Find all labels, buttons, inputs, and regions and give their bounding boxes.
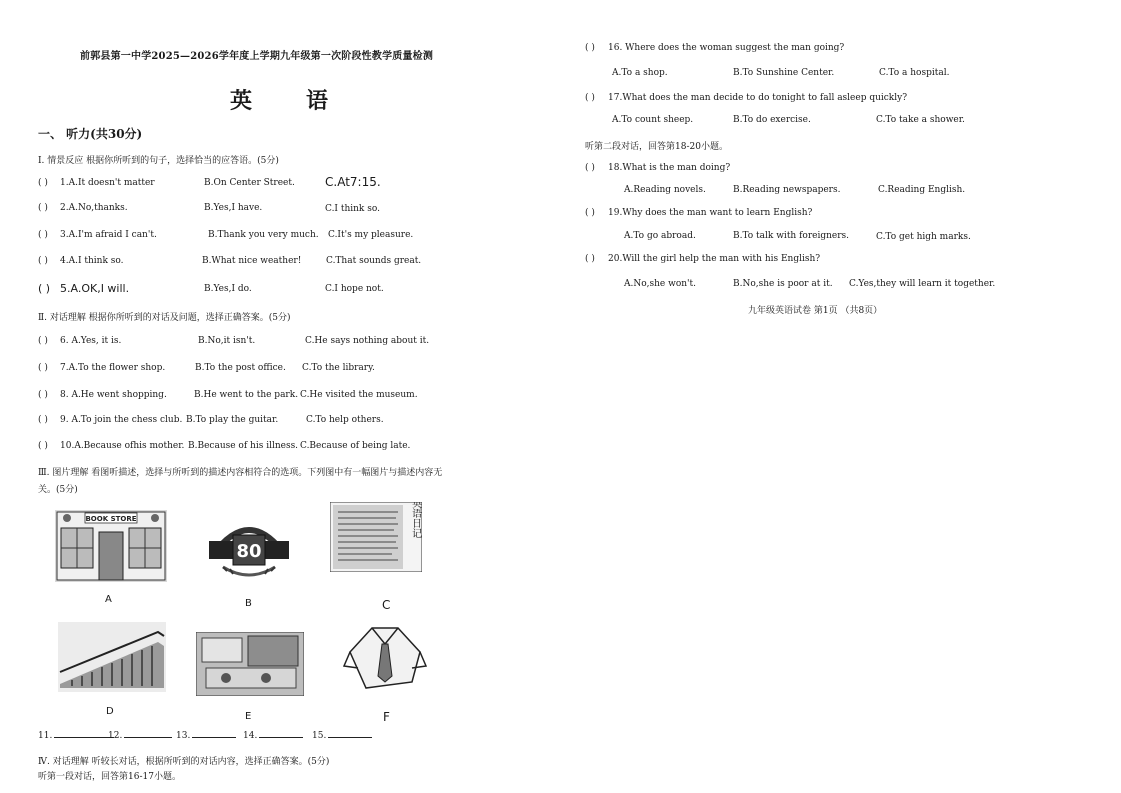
answer-paren[interactable]: ( ) xyxy=(585,93,595,103)
badge-number: 80 xyxy=(236,541,262,562)
answer-blank-13[interactable]: 13. xyxy=(176,728,236,741)
option-c: C.It's my pleasure. xyxy=(328,230,414,240)
option-b: B.To play the guitar. xyxy=(186,415,279,425)
option-b: B.Yes,I do. xyxy=(204,284,252,294)
question-stem: 16. Where does the woman suggest the man going? xyxy=(608,43,845,53)
answer-blank-14[interactable]: 14. xyxy=(243,728,303,741)
answer-blank-12[interactable]: 12. xyxy=(108,728,172,741)
option-a: 5.A.OK,I will. xyxy=(60,282,130,295)
option-a: 4.A.I think so. xyxy=(60,256,124,266)
answer-paren[interactable]: ( ) xyxy=(38,256,48,266)
option-c: C.Yes,they will learn it together. xyxy=(849,279,996,289)
picture-b-anniversary-badge xyxy=(203,515,295,581)
diary-cover-text: 英语日记 xyxy=(409,502,421,538)
answer-paren[interactable]: ( ) xyxy=(38,178,48,188)
option-a: 3.A.I'm afraid I can't. xyxy=(60,230,157,240)
option-a: A.To go abroad. xyxy=(624,231,696,241)
question-stem: 17.What does the man decide to do tonight to fall asleep quickly? xyxy=(608,93,908,103)
answer-paren[interactable]: ( ) xyxy=(38,203,48,213)
section3-title-cont: 关。(5分) xyxy=(38,485,78,495)
part1-title: 一、 听力(共30分) xyxy=(38,127,143,141)
option-c: C.To the library. xyxy=(302,363,375,373)
option-b: B.To Sunshine Center. xyxy=(733,68,835,78)
option-b: B.He went to the park. xyxy=(194,390,299,400)
option-b: B.To do exercise. xyxy=(733,115,811,125)
answer-paren[interactable]: ( ) xyxy=(38,415,48,425)
picture-label-c: C xyxy=(382,598,391,612)
option-a: 8. A.He went shopping. xyxy=(60,390,167,400)
option-a: A.To count sheep. xyxy=(612,115,694,125)
option-b: B.What nice weather! xyxy=(202,256,302,266)
picture-e-street-scene xyxy=(196,632,304,696)
option-c: C.That sounds great. xyxy=(326,256,422,266)
section4-subtitle: 听第一段对话，回答第16-17小题。 xyxy=(38,772,181,782)
option-a: 2.A.No,thanks. xyxy=(60,203,128,213)
section4-title: Ⅳ. 对话理解 听较长对话，根据所听到的对话内容，选择正确答案。(5分) xyxy=(38,757,330,767)
picture-label-a: A xyxy=(105,594,112,605)
subject-char-2: 语 xyxy=(306,88,329,114)
picture-label-d: D xyxy=(106,706,114,717)
option-a: 6. A.Yes, it is. xyxy=(60,336,122,346)
picture-label-e: E xyxy=(245,711,252,722)
dialogue2-subtitle: 听第二段对话，回答第18-20小题。 xyxy=(585,142,728,152)
picture-c-english-diary xyxy=(330,502,422,572)
option-b: B.Because of his illness. xyxy=(188,441,299,451)
question-stem: 20.Will the girl help the man with his English? xyxy=(608,254,821,264)
option-c: C.To a hospital. xyxy=(879,68,950,78)
answer-paren[interactable]: ( ) xyxy=(38,441,48,451)
option-b: B.Thank you very much. xyxy=(208,230,319,240)
option-a: A.Reading novels. xyxy=(624,185,706,195)
option-c: C.Because of being late. xyxy=(300,441,411,451)
option-a: A.No,she won't. xyxy=(624,279,696,289)
answer-blank-11[interactable]: 11. xyxy=(38,728,114,741)
option-a: 7.A.To the flower shop. xyxy=(60,363,166,373)
option-a: A.To a shop. xyxy=(612,68,668,78)
picture-d-building xyxy=(58,622,166,692)
option-c: C.I think so. xyxy=(325,204,380,214)
option-b: B.To talk with foreigners. xyxy=(733,231,850,241)
answer-paren[interactable]: ( ) xyxy=(585,254,595,264)
bookstore-sign: BOOK STORE xyxy=(85,515,137,523)
answer-paren[interactable]: ( ) xyxy=(38,363,48,373)
answer-paren[interactable]: ( ) xyxy=(585,208,595,218)
option-c: C.Reading English. xyxy=(878,185,966,195)
option-c: C.He says nothing about it. xyxy=(305,336,430,346)
option-c: C.To get high marks. xyxy=(876,232,971,242)
option-b: B.No,it isn't. xyxy=(198,336,256,346)
answer-paren[interactable]: ( ) xyxy=(585,43,595,53)
option-c: C.To help others. xyxy=(306,415,384,425)
answer-paren[interactable]: ( ) xyxy=(38,336,48,346)
option-a: 10.A.Because ofhis mother. xyxy=(60,441,185,451)
subject-char-1: 英 xyxy=(230,88,253,114)
answer-paren[interactable]: ( ) xyxy=(38,390,48,400)
answer-paren[interactable]: ( ) xyxy=(38,282,51,295)
option-b: B.Reading newspapers. xyxy=(733,185,841,195)
option-b: B.Yes,I have. xyxy=(204,203,263,213)
option-c: C.I hope not. xyxy=(325,284,384,294)
section3-title: Ⅲ. 图片理解 看图听描述，选择与所听到的描述内容相符合的选项。下列图中有一幅图片与描述内容无 xyxy=(38,468,443,478)
picture-a-bookstore xyxy=(55,510,167,582)
answer-paren[interactable]: ( ) xyxy=(38,230,48,240)
option-c: C.He visited the museum. xyxy=(300,390,418,400)
picture-f-shirt xyxy=(342,622,428,694)
option-c: C.To take a shower. xyxy=(876,115,965,125)
page-footer: 九年级英语试卷 第1页 （共8页） xyxy=(748,306,883,316)
option-c: C.At7:15. xyxy=(325,175,381,189)
option-b: B.To the post office. xyxy=(195,363,286,373)
question-stem: 19.Why does the man want to learn English? xyxy=(608,208,813,218)
option-b: B.No,she is poor at it. xyxy=(733,279,833,289)
section1-title: I. 情景反应 根据你所听到的句子，选择恰当的应答语。(5分) xyxy=(38,156,279,166)
picture-label-b: B xyxy=(245,598,252,609)
picture-label-f: F xyxy=(383,710,390,724)
exam-header-title: 前郭县第一中学2025—2026学年度上学期九年级第一次阶段性教学质量检测 xyxy=(80,51,434,62)
answer-blank-15[interactable]: 15. xyxy=(312,728,372,741)
section2-title: Ⅱ. 对话理解 根据你所听到的对话及问题，选择正确答案。(5分) xyxy=(38,313,291,323)
option-a: 9. A.To join the chess club. xyxy=(60,415,183,425)
option-a: 1.A.It doesn't matter xyxy=(60,178,155,188)
answer-paren[interactable]: ( ) xyxy=(585,163,595,173)
option-b: B.On Center Street. xyxy=(204,178,295,188)
question-stem: 18.What is the man doing? xyxy=(608,163,731,173)
